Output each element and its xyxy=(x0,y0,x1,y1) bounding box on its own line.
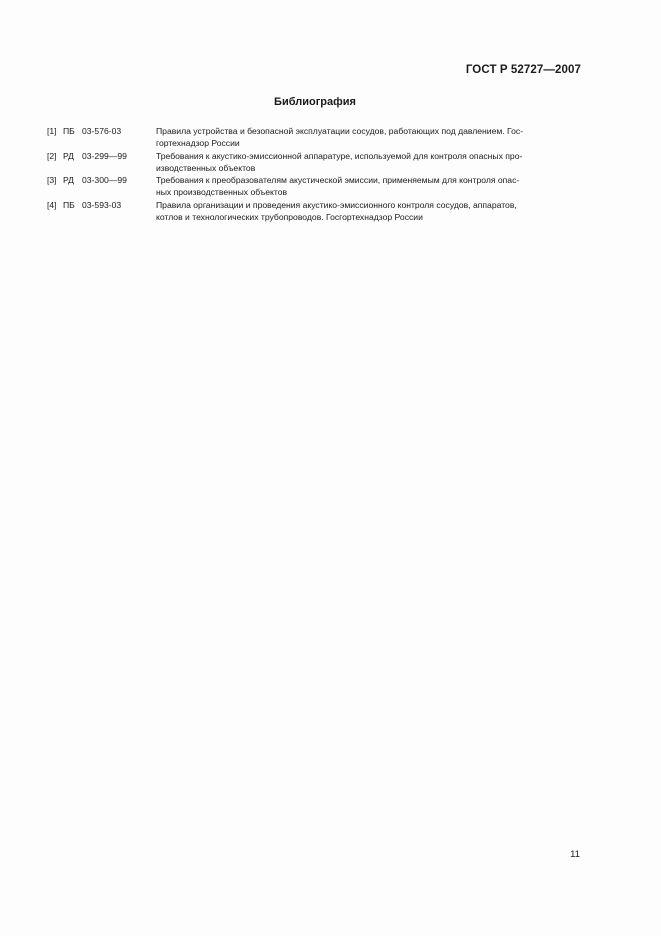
bibliography-item xyxy=(47,199,582,224)
reference-number: [1] xyxy=(47,126,57,136)
bibliography-item xyxy=(47,174,582,199)
reference-number: [2] xyxy=(47,150,57,161)
reference-number: [4] xyxy=(47,199,57,210)
reference-code: 03-593-03 xyxy=(82,199,122,210)
reference-title: Требования к акустико-эмиссионной аппаратуре, используемой для контроля опасных про- изводственных объектов xyxy=(156,150,523,173)
reference-type: ПБ xyxy=(63,199,75,210)
reference-type: РД xyxy=(63,150,74,161)
bibliography-item xyxy=(47,150,582,175)
reference-code: 03-576-03 xyxy=(82,126,122,136)
bibliography-list xyxy=(47,125,582,223)
reference-type: РД xyxy=(63,175,74,186)
reference-code: 03-299—99 xyxy=(82,150,127,161)
reference-type: ПБ xyxy=(63,126,75,136)
page-number: 11 xyxy=(570,849,580,860)
reference-number: [3] xyxy=(47,175,57,186)
reference-title: Правила организации и проведения акустико-эмиссионного контроля сосудов, аппаратов, котлов и технологических трубопроводов. Госгортехнадзор России xyxy=(156,199,517,223)
reference-title: Правила устройства и безопасной эксплуатации сосудов, работающих под давлением. Гос- гортехнадзор России xyxy=(156,126,524,149)
reference-code: 03-300—99 xyxy=(82,175,127,186)
bibliography-title: Библиография xyxy=(274,96,356,108)
document-code-header: ГОСТ Р 52727—2007 xyxy=(465,64,581,76)
bibliography-item xyxy=(47,125,582,150)
reference-title: Требования к преобразователям акустической эмиссии, применяемым для контроля опас- ных производственных объектов xyxy=(156,175,520,198)
